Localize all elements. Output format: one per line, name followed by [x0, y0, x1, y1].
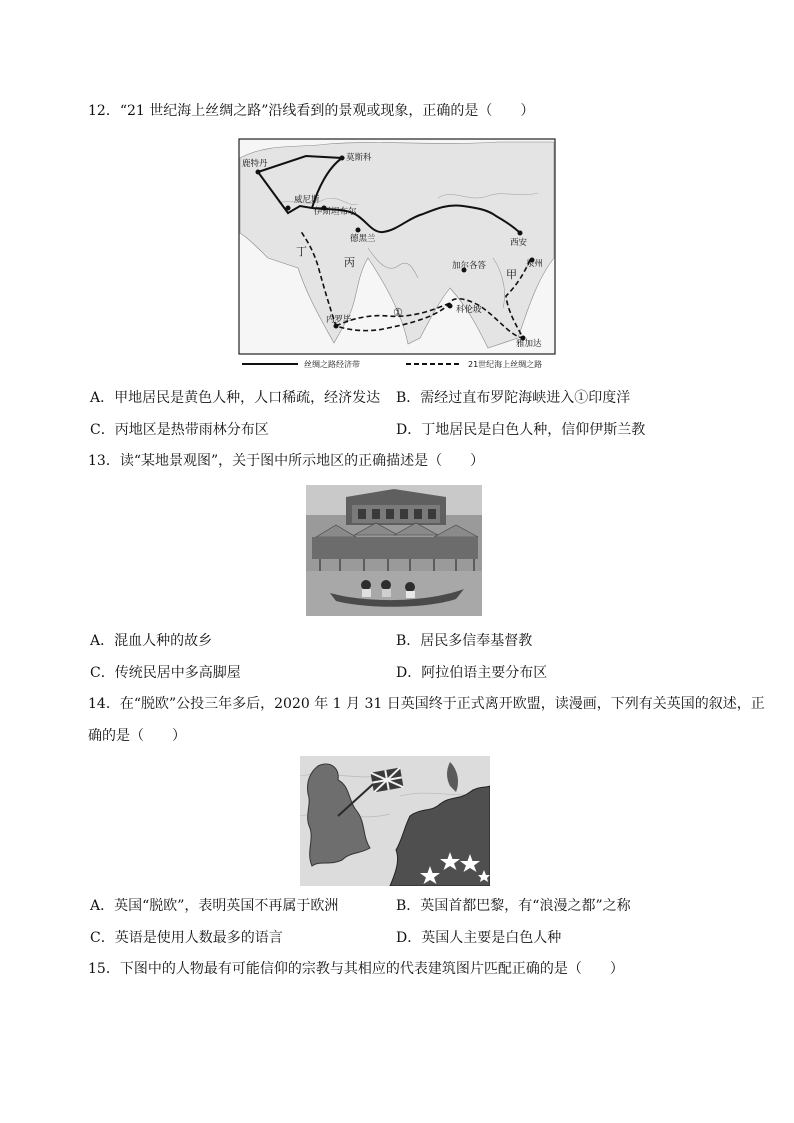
q13-number: 13． — [88, 453, 120, 469]
q14-option-c: C．英语是使用人数最多的语言 — [90, 930, 283, 946]
q13-option-b: B．居民多信奉基督教 — [396, 633, 533, 649]
q14-stem-line1 — [88, 695, 765, 713]
q14-stem-line2: 确的是（ ） — [88, 728, 186, 744]
city-rotterdam-label: 鹿特丹 — [242, 159, 268, 169]
legend-sea-label: 21世纪海上丝绸之路 — [468, 360, 543, 369]
city-nairobi-label: 内罗毕 — [326, 315, 352, 325]
q12-option-a: A．甲地居民是黄色人种，人口稀疏，经济发达 — [90, 390, 381, 406]
q14-option-a: A．英国“脱欧”，表明英国不再属于欧洲 — [90, 898, 339, 914]
q13-landscape-photo — [306, 485, 482, 616]
city-moscow-label: 莫斯科 — [346, 153, 372, 163]
legend-land-label: 丝绸之路经济带 — [304, 360, 360, 369]
city-kolkata-label: 加尔各答 — [452, 261, 487, 271]
q13-option-c: C．传统民居中多高脚屋 — [90, 665, 241, 681]
q12-text: “21 世纪海上丝绸之路”沿线看到的景观或现象，正确的是（ ） — [119, 103, 535, 119]
city-tehran-label: 德黑兰 — [350, 234, 376, 244]
ocean-marker-label: ① — [393, 306, 403, 319]
q12-number: 12． — [88, 103, 120, 119]
city-quanzhou-label: 泉州 — [526, 259, 544, 269]
q12-option-d: D．丁地居民是白色人种，信仰伊斯兰教 — [396, 422, 646, 438]
city-colombo-label: 科伦坡 — [456, 305, 482, 315]
q14-option-b: B．英国首都巴黎，有“浪漫之都”之称 — [396, 898, 631, 914]
q12-option-b: B．需经过直布罗陀海峡进入①印度洋 — [396, 390, 631, 406]
q14-option-d: D．英国人主要是白色人种 — [396, 930, 562, 946]
region-ding-label: 丁 — [296, 245, 307, 258]
city-xian-label: 西安 — [510, 238, 528, 248]
city-istanbul-label: 伊斯坦布尔 — [314, 207, 357, 217]
q14-number: 14． — [88, 696, 120, 712]
q15-number: 15． — [88, 961, 120, 977]
q13-option-d: D．阿拉伯语主要分布区 — [396, 665, 548, 681]
q12-stem — [88, 102, 534, 120]
q13-option-a: A．混血人种的故乡 — [90, 633, 213, 649]
q13-text: 读“某地景观图”，关于图中所示地区的正确描述是（ ） — [119, 453, 485, 469]
q12-option-c: C．丙地区是热带雨林分布区 — [90, 422, 269, 438]
q15-stem — [88, 960, 624, 978]
q15-text: 下图中的人物最有可能信仰的宗教与其相应的代表建筑图片匹配正确的是（ ） — [119, 961, 624, 977]
q14-brexit-cartoon — [300, 756, 490, 886]
q12-silk-road-map — [238, 138, 556, 370]
q13-stem — [88, 452, 484, 470]
region-bing-label: 丙 — [344, 256, 355, 269]
region-jia-label: 甲 — [506, 268, 517, 281]
city-venice-label: 威尼斯 — [294, 195, 320, 205]
q14-text-line1: 在“脱欧”公投三年多后，2020 年 1 月 31 日英国终于正式离开欧盟，读漫画，下列有关英国的叙述，正 — [119, 696, 765, 712]
city-jakarta-label: 雅加达 — [516, 339, 542, 349]
